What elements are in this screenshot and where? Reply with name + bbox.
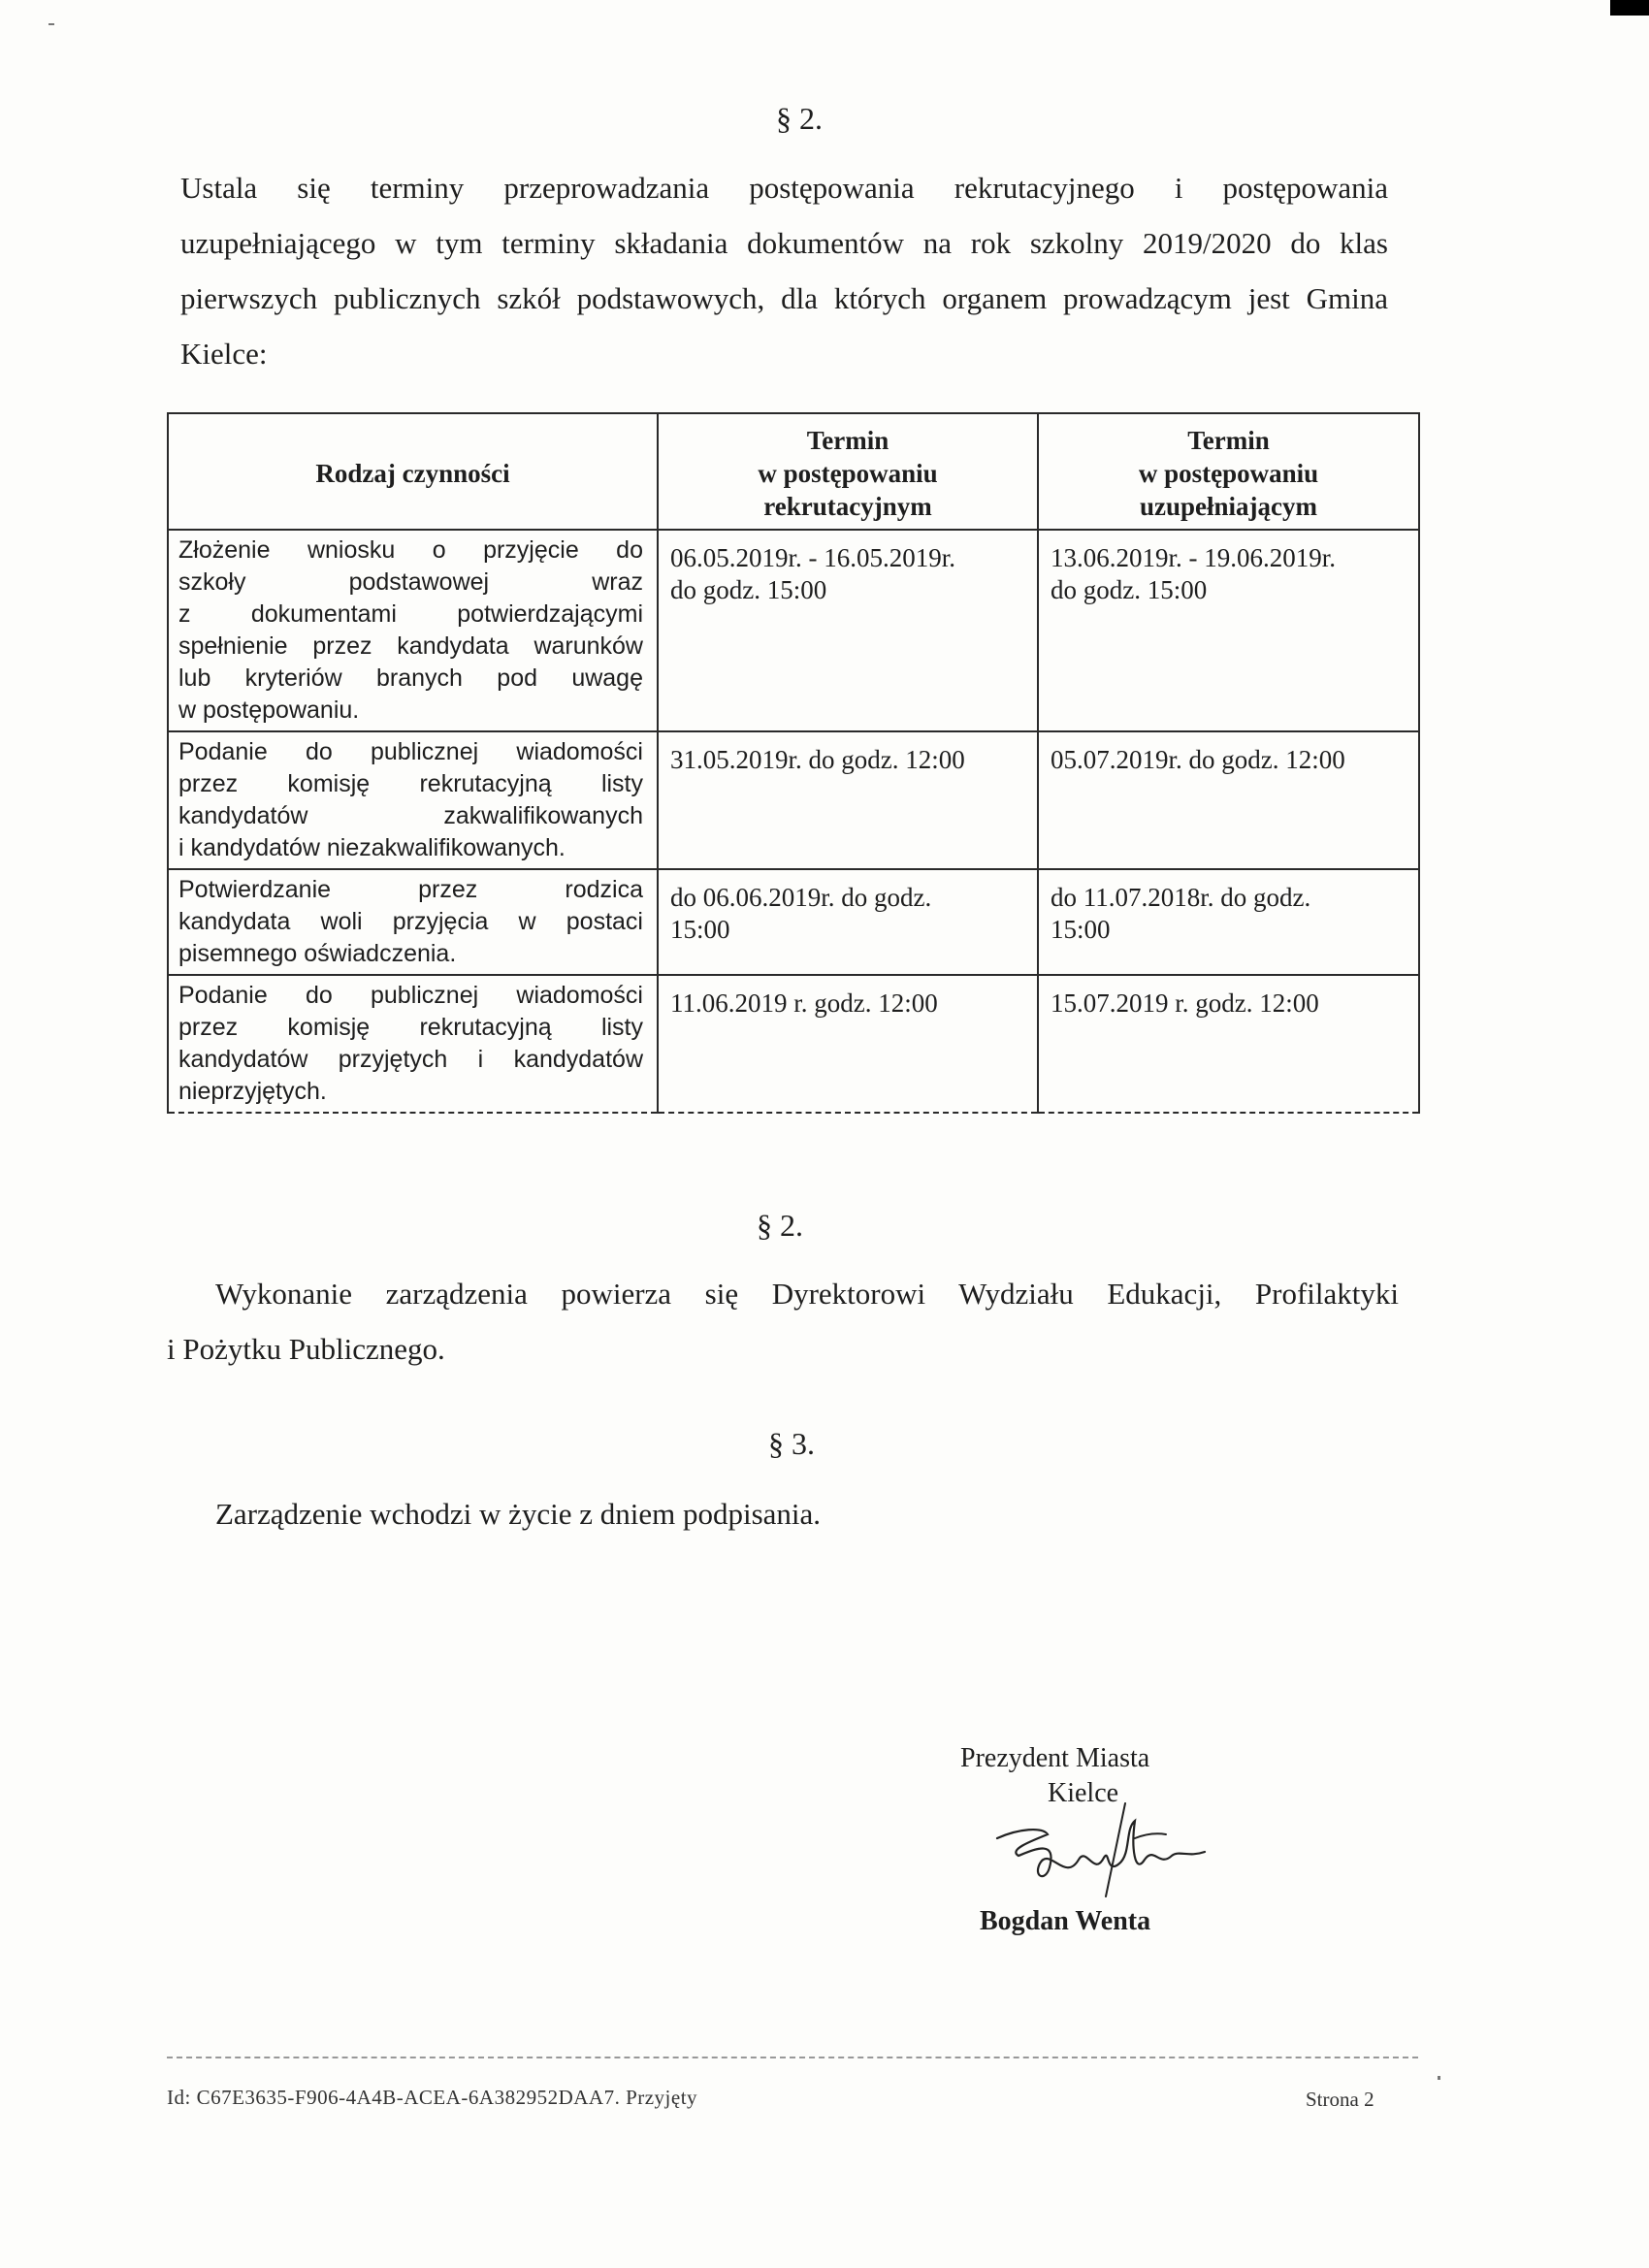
recruitment-term-cell: 11.06.2019 r. godz. 12:00 — [658, 975, 1038, 1113]
scan-speck — [48, 23, 54, 25]
scan-speck — [1438, 2076, 1440, 2080]
execution-paragraph — [167, 1266, 1399, 1377]
table-row — [168, 731, 1419, 869]
signatory-title: Prezydent Miasta — [960, 1743, 1150, 1773]
activity-cell: Potwierdzanie przez rodzica kandydata woli przyjęcia w postaci pisemnego oświadczenia. — [168, 869, 658, 975]
signatory-name: Bogdan Wenta — [980, 1906, 1151, 1936]
intro-line: uzupełniającego w tym terminy składania dokumentów na rok szkolny 2019/2020 do klas — [180, 226, 1388, 260]
section-heading-2: § 2. — [757, 1208, 803, 1243]
document-id: Id: C67E3635-F906-4A4B-ACEA-6A382952DAA7. Przyjęty — [167, 2086, 698, 2109]
page-number: Strona 2 — [1306, 2088, 1374, 2111]
supplementary-term-cell: 13.06.2019r. - 19.06.2019r. do godz. 15:00 — [1038, 530, 1419, 731]
section-heading-1: § 2. — [776, 101, 823, 136]
recruitment-term-cell: do 06.06.2019r. do godz. 15:00 — [658, 869, 1038, 975]
table-row — [168, 530, 1419, 731]
table-header-row — [168, 413, 1419, 530]
recruitment-term-cell: 31.05.2019r. do godz. 12:00 — [658, 731, 1038, 869]
signatory-city: Kielce — [1048, 1778, 1119, 1808]
supplementary-term-cell: 15.07.2019 r. godz. 12:00 — [1038, 975, 1419, 1113]
scan-corner-mark — [1610, 0, 1649, 16]
footer-divider — [167, 2057, 1418, 2058]
supplementary-term-cell: do 11.07.2018r. do godz. 15:00 — [1038, 869, 1419, 975]
intro-line: pierwszych publicznych szkół podstawowych, dla których organem prowadzącym jest Gmina — [180, 281, 1388, 315]
supplementary-term-cell: 05.07.2019r. do godz. 12:00 — [1038, 731, 1419, 869]
activity-cell: Podanie do publicznej wiadomości przez komisję rekrutacyjną listy kandydatów przyjętych i kandydatów nieprzyjętych. — [168, 975, 658, 1113]
activity-cell: Podanie do publicznej wiadomości przez komisję rekrutacyjną listy kandydatów zakwalifikowanych i kandydatów niezakwalifikowanych. — [168, 731, 658, 869]
header-recruitment-term: Termin w postępowaniu rekrutacyjnym — [658, 413, 1038, 530]
section-heading-3: § 3. — [768, 1426, 815, 1461]
table-row — [168, 869, 1419, 975]
table-row — [168, 975, 1419, 1113]
header-supplementary-term: Termin w postępowaniu uzupełniającym — [1038, 413, 1419, 530]
intro-line: Ustala się terminy przeprowadzania postępowania rekrutacyjnego i postępowania — [180, 171, 1388, 205]
signature-block — [960, 1741, 1251, 1936]
execution-line: i Pożytku Publicznego. — [167, 1332, 445, 1366]
activity-cell: Złożenie wniosku o przyjęcie do szkoły podstawowej wraz z dokumentami potwierdzającymi spełnienie przez kandydata warunków lub kryteriów branych pod uwagę w postępowaniu. — [168, 530, 658, 731]
recruitment-term-cell: 06.05.2019r. - 16.05.2019r. do godz. 15:00 — [658, 530, 1038, 731]
intro-paragraph — [180, 160, 1388, 381]
execution-line: Wykonanie zarządzenia powierza się Dyrektorowi Wydziału Edukacji, Profilaktyki — [215, 1277, 1399, 1311]
recruitment-schedule-table — [167, 412, 1420, 1114]
header-activity-type: Rodzaj czynności — [168, 413, 658, 530]
effective-date-paragraph: Zarządzenie wchodzi w życie z dniem podpisania. — [215, 1497, 822, 1531]
intro-line: Kielce: — [180, 337, 268, 371]
handwritten-signature — [989, 1799, 1212, 1906]
